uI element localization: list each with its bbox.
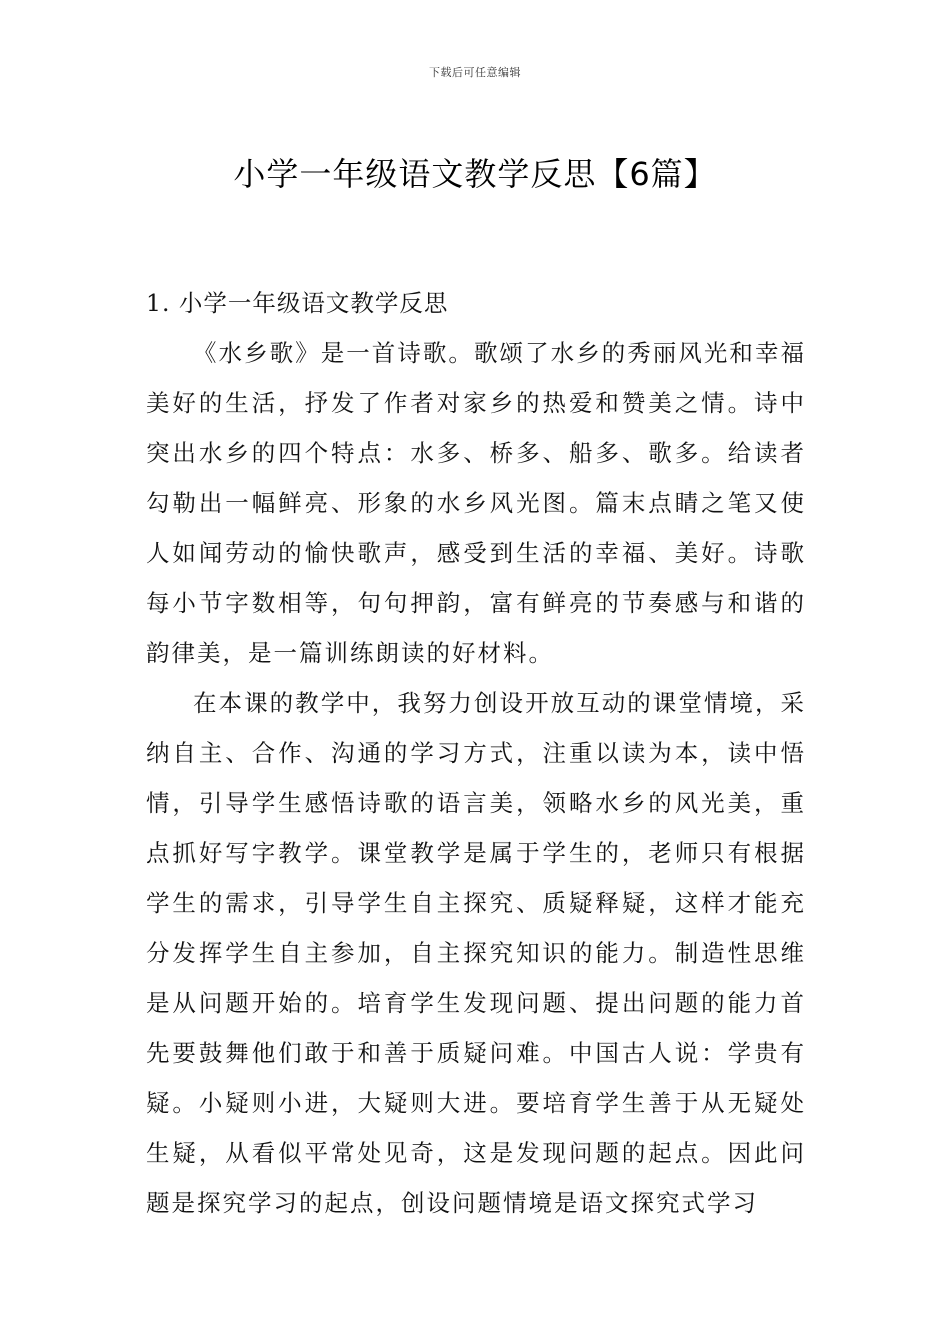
document-body xyxy=(146,278,806,1228)
document-title: 小学一年级语文教学反思【6篇】 xyxy=(233,155,717,194)
paragraph-2: 在本课的教学中，我努力创设开放互动的课堂情境，采纳自主、合作、沟通的学习方式，注重以读为本，读中悟情，引导学生感悟诗歌的语言美，领略水乡的风光美，重点抓好写字教学。课堂教学是属于学生的，老师只有根据学生的需求，引导学生自主探究、质疑释疑，这样才能充分发挥学生自主参加，自主探究知识的能力。制造性思维是从问题开始的。培育学生发现问题、提出问题的能力首先要鼓舞他们敢于和善于质疑问难。中国古人说：学贵有疑。小疑则小进，大疑则大进。要培育学生善于从无疑处生疑，从看似平常处见奇，这是发现问题的起点。因此问题是探究学习的起点，创设问题情境是语文探究式学习 xyxy=(146,689,806,1217)
header-note: 下载后可任意编辑 xyxy=(429,66,521,79)
paragraph-1: 《水乡歌》是一首诗歌。歌颂了水乡的秀丽风光和幸福美好的生活，抒发了作者对家乡的热爱和赞美之情。诗中突出水乡的四个特点：水多、桥多、船多、歌多。给读者勾勒出一幅鲜亮、形象的水乡风光图。篇末点睛之笔又使人如闻劳动的愉快歌声，感受到生活的幸福、美好。诗歌每小节字数相等，句句押韵，富有鲜亮的节奏感与和谐的韵律美，是一篇训练朗读的好材料。 xyxy=(146,339,806,667)
section-heading: 1. 小学一年级语文教学反思 xyxy=(146,289,449,317)
